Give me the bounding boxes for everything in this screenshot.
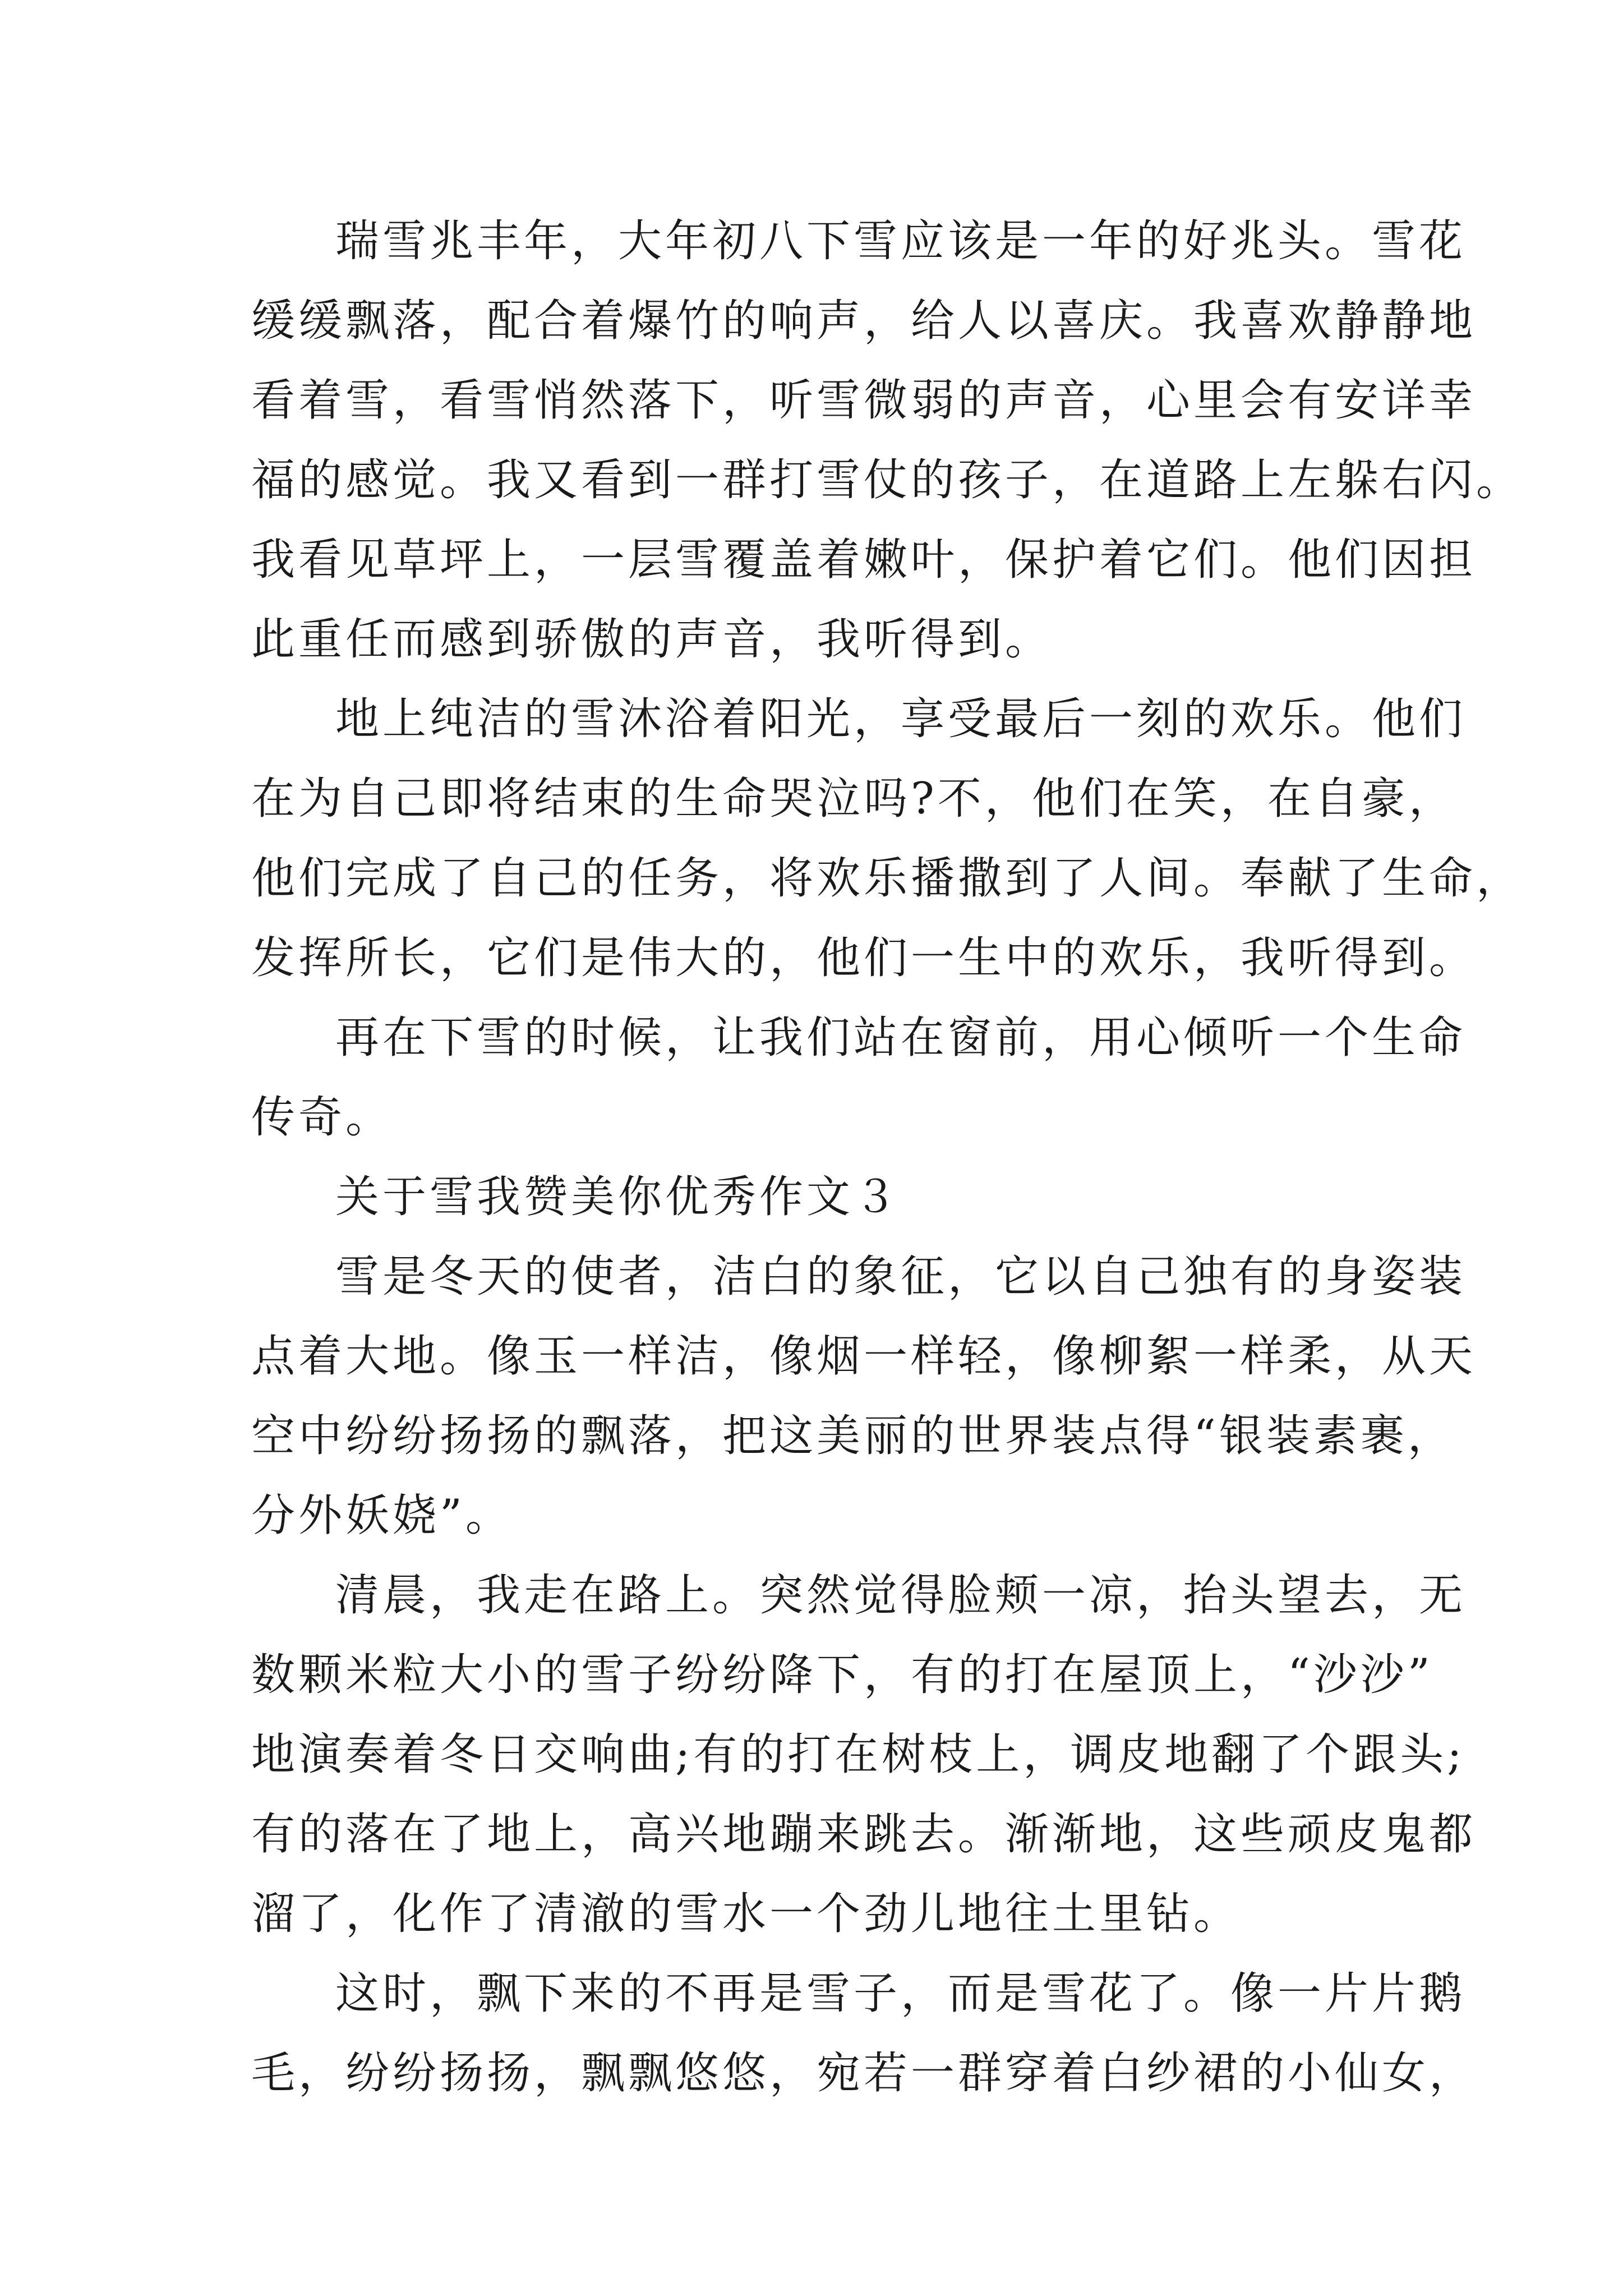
text-line: 瑞雪兆丰年，大年初八下雪应该是一年的好兆头。雪花 (335, 216, 1467, 266)
text-line: 看着雪，看雪悄然落下，听雪微弱的声音，心里会有安详幸 (251, 375, 1477, 426)
text-line: 地演奏着冬日交响曲;有的打在树枝上，调皮地翻了个跟头; (251, 1729, 1465, 1780)
text-line: 此重任而感到骄傲的声音，我听得到。 (251, 614, 1053, 665)
text-line: 发挥所长，它们是伟大的，他们一生中的欢乐，我听得到。 (251, 933, 1477, 983)
text-line: 这时，飘下来的不再是雪子，而是雪花了。像一片片鹅 (335, 1968, 1467, 2019)
text-line: 有的落在了地上，高兴地蹦来跳去。渐渐地，这些顽皮鬼都 (251, 1809, 1477, 1860)
text-line: 溜了，化作了清澈的雪水一个劲儿地往土里钻。 (251, 1889, 1241, 1939)
text-line: 我看见草坪上，一层雪覆盖着嫩叶，保护着它们。他们因担 (251, 535, 1477, 585)
text-line: 在为自己即将结束的生命哭泣吗?不，他们在笑，在自豪， (251, 774, 1456, 824)
text-line: 地上纯洁的雪沐浴着阳光，享受最后一刻的欢乐。他们 (335, 694, 1467, 744)
text-line: 空中纷纷扬扬的飘落，把这美丽的世界装点得“银装素裹， (251, 1411, 1455, 1461)
text-line: 再在下雪的时候，让我们站在窗前，用心倾听一个生命 (335, 1013, 1467, 1063)
text-line: 清晨，我走在路上。突然觉得脸颊一凉，抬头望去，无 (335, 1570, 1467, 1621)
text-line: 分外妖娆”。 (251, 1490, 513, 1541)
text-line: 点着大地。像玉一样洁，像烟一样轻，像柳絮一样柔，从天 (251, 1331, 1477, 1382)
text-line: 他们完成了自己的任务，将欢乐播撒到了人间。奉献了生命， (251, 853, 1524, 904)
text-line: 数颗米粒大小的雪子纷纷降下，有的打在屋顶上，“沙沙” (251, 1650, 1433, 1700)
section-heading: 关于雪我赞美你优秀作文３ (335, 1172, 901, 1222)
text-line: 福的感觉。我又看到一群打雪仗的孩子，在道路上左躲右闪。 (251, 455, 1524, 505)
text-line: 毛，纷纷扬扬，飘飘悠悠，宛若一群穿着白纱裙的小仙女， (251, 2048, 1477, 2099)
text-line: 传奇。 (251, 1092, 393, 1143)
text-line: 缓缓飘落，配合着爆竹的响声，给人以喜庆。我喜欢静静地 (251, 296, 1477, 346)
text-line: 雪是冬天的使者，洁白的象征，它以自己独有的身姿装 (335, 1251, 1467, 1302)
